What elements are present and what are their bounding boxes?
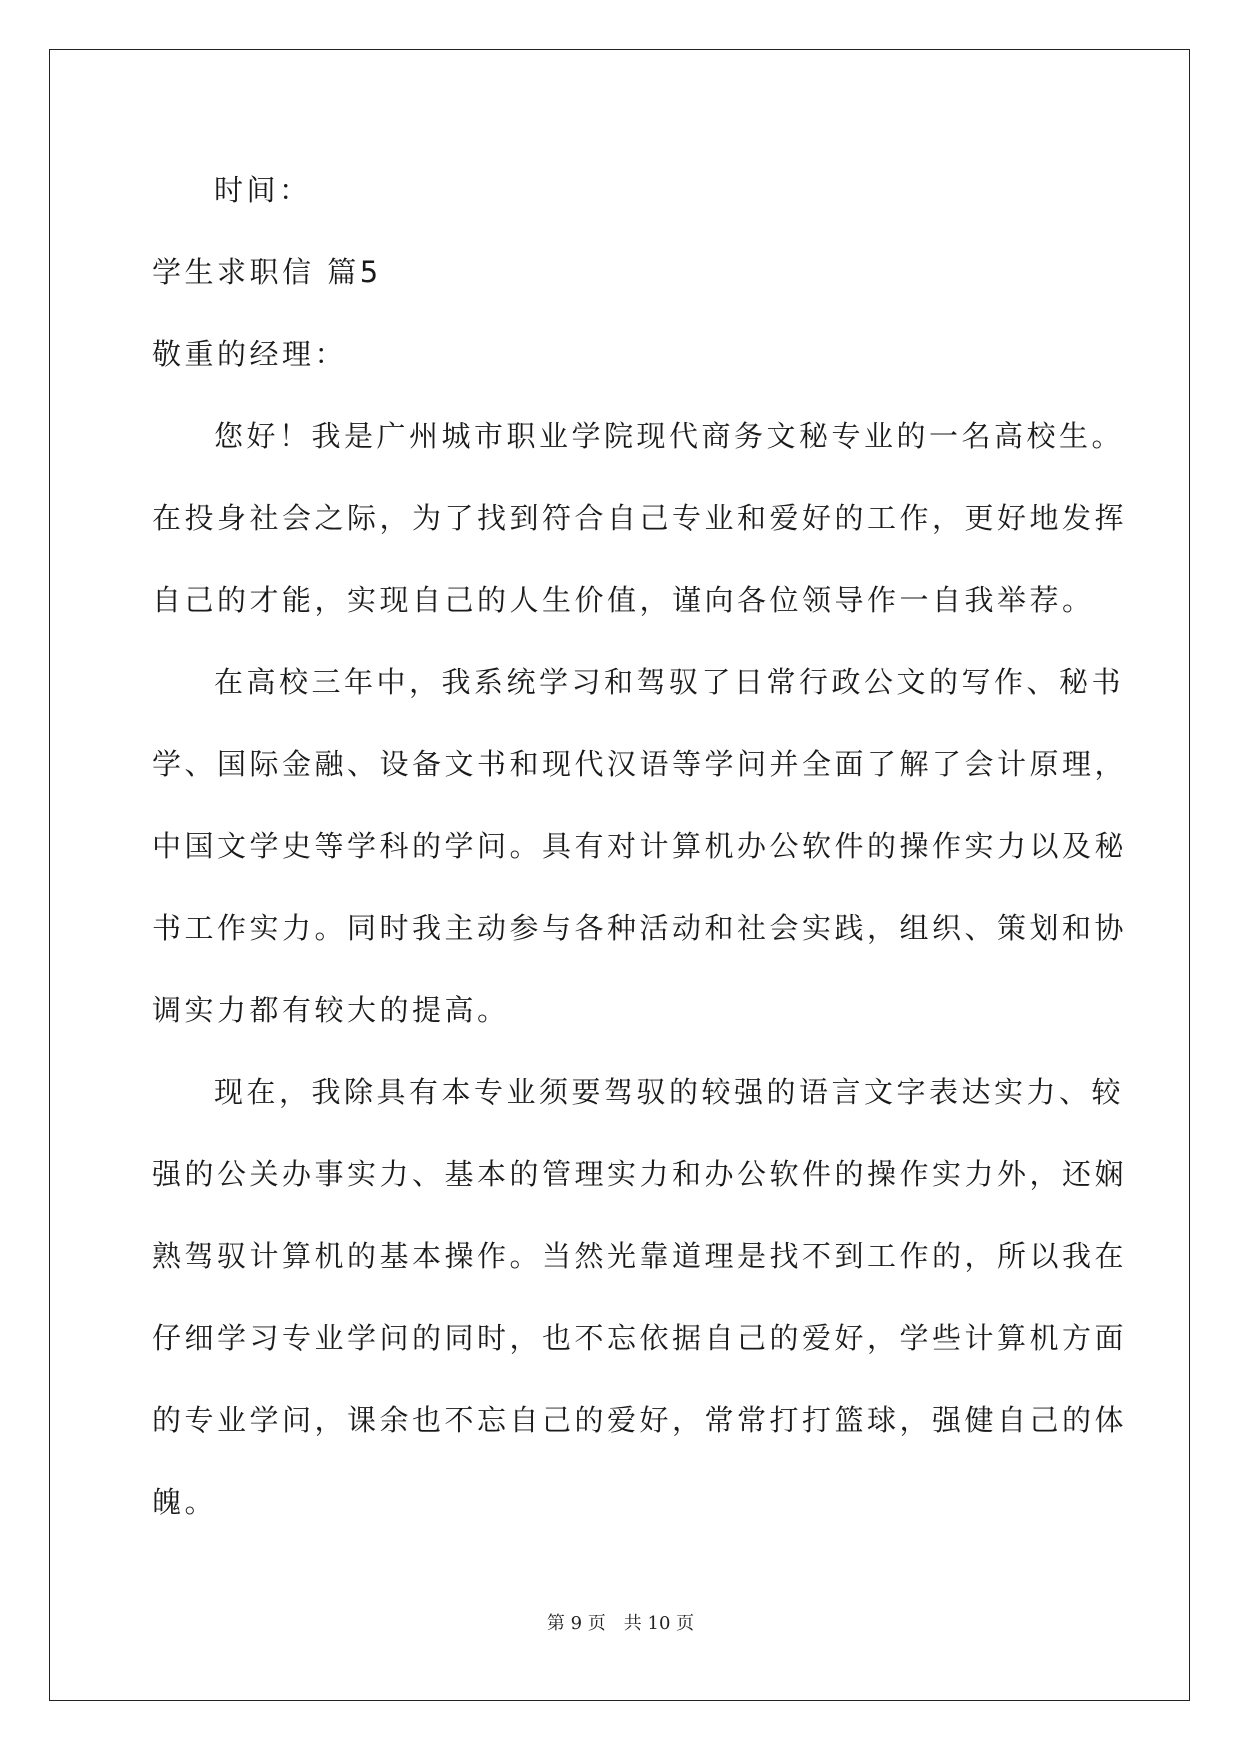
paragraph-line: 学、国际金融、设备文书和现代汉语等学问并全面了解了会计原理，	[152, 747, 1128, 781]
paragraph-line: 的专业学问，课余也不忘自己的爱好，常常打打篮球，强健自己的体	[152, 1403, 1128, 1437]
salutation: 敬重的经理：	[152, 337, 348, 371]
text-line: 时间：	[214, 173, 312, 207]
paragraph-line: 在投身社会之际，为了找到符合自己专业和爱好的工作，更好地发挥	[152, 501, 1128, 535]
page-number: 第 9 页 共 10 页	[546, 1613, 695, 1634]
paragraph-line: 强的公关办事实力、基本的管理实力和办公软件的操作实力外，还娴	[152, 1157, 1128, 1191]
paragraph-line: 书工作实力。同时我主动参与各种活动和社会实践，组织、策划和协	[152, 911, 1128, 945]
paragraph-line: 在高校三年中，我系统学习和驾驭了日常行政公文的写作、秘书	[214, 665, 1125, 699]
paragraph-line: 熟驾驭计算机的基本操作。当然光靠道理是找不到工作的，所以我在	[152, 1239, 1128, 1273]
paragraph-line: 仔细学习专业学问的同时，也不忘依据自己的爱好，学些计算机方面	[152, 1321, 1128, 1355]
paragraph-line: 自己的才能，实现自己的人生价值，谨向各位领导作一自我举荐。	[152, 583, 1095, 617]
paragraph-line: 您好！我是广州城市职业学院现代商务文秘专业的一名高校生。	[214, 419, 1125, 453]
section-heading: 学生求职信 篇5	[152, 255, 382, 289]
page-border	[49, 49, 1190, 1701]
paragraph-line: 魄。	[152, 1485, 218, 1519]
paragraph-line: 调实力都有较大的提高。	[152, 993, 510, 1027]
paragraph-line: 中国文学史等学科的学问。具有对计算机办公软件的操作实力以及秘	[152, 829, 1128, 863]
paragraph-line: 现在，我除具有本专业须要驾驭的较强的语言文字表达实力、较	[214, 1075, 1125, 1109]
